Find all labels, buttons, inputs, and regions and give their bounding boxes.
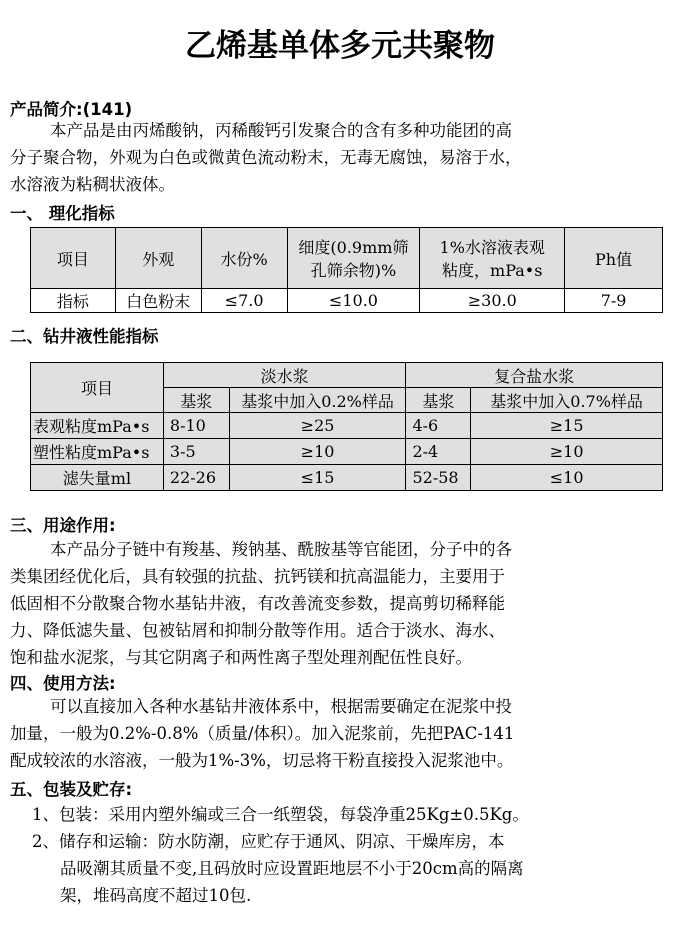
table-cell: ≤10.0 (287, 289, 420, 313)
section5-heading: 五、包装及贮存: (10, 780, 133, 799)
table-cell: 指标 (31, 289, 116, 313)
intro-line: 本产品是由丙烯酸钠，丙稀酸钙引发聚合的含有多种功能团的高 (50, 121, 512, 140)
section5-line: 1、包装：采用内塑外编或三合一纸塑袋，每袋净重25Kg±0.5Kg。 (32, 805, 529, 824)
header-moisture: 水份% (201, 228, 287, 289)
section5-line: 品吸潮其质量不变,且码放时应设置距地层不小于20cm高的隔离 (60, 859, 524, 878)
section4-line: 配成较浓的水溶液，一般为1%-3%，切忌将干粉直接投入泥浆池中。 (10, 751, 514, 770)
section3-line: 本产品分子链中有羧基、羧钠基、酰胺基等官能团，分子中的各 (50, 540, 512, 559)
table-cell: 2-4 (406, 439, 471, 465)
header-appearance: 外观 (115, 228, 201, 289)
section3-heading: 三、用途作用: (10, 516, 116, 535)
section3-line: 类集团经优化后，具有较强的抗盐、抗钙镁和抗高温能力，主要用于 (10, 567, 505, 586)
subheader-base-plus-sample: 基浆中加入0.7%样品 (471, 388, 663, 413)
section3-line: 力、降低滤失量、包被钻屑和抑制分散等作用。适合于淡水、海水、 (10, 621, 505, 640)
header-viscosity-line1: 1%水溶液表观 (439, 238, 545, 257)
header-fineness-line2: 孔筛余物)% (310, 261, 397, 280)
drilling-fluid-table (30, 362, 663, 491)
section4-line: 加量，一般为0.2%-0.8%（质量/体积）。加入泥浆前，先把PAC-141 (10, 724, 515, 743)
table-cell: 22-26 (163, 465, 229, 491)
header-fineness (287, 228, 420, 289)
subheader-base: 基浆 (406, 388, 471, 413)
physchem-table (30, 227, 663, 313)
subheader-base: 基浆 (163, 388, 229, 413)
table-cell: ≤10 (471, 465, 663, 491)
row-label: 表观粘度mPa•s (31, 413, 164, 439)
section4-line: 可以直接加入各种水基钻井液体系中，根据需要确定在泥浆中投 (50, 697, 512, 716)
section5-line: 2、储存和运输：防水防潮，应贮存于通风、阴凉、干燥库房，本 (32, 832, 505, 851)
intro-line: 分子聚合物，外观为白色或微黄色流动粉末，无毒无腐蚀，易溶于水， (10, 148, 522, 167)
header-viscosity-line2: 粘度，mPa•s (442, 261, 543, 280)
subheader-base-plus-sample: 基浆中加入0.2%样品 (229, 388, 406, 413)
table-cell: ≤15 (229, 465, 406, 491)
row-label: 塑性粘度mPa•s (31, 439, 164, 465)
row-label: 滤失量ml (31, 465, 164, 491)
section3-line: 低固相不分散聚合物水基钻井液，有改善流变参数，提高剪切稀释能 (10, 594, 505, 613)
table-cell: 3-5 (163, 439, 229, 465)
table-cell: ≥10 (229, 439, 406, 465)
header-compound-brine-mud: 复合盐水浆 (406, 363, 663, 388)
table-cell: ≥15 (471, 413, 663, 439)
table-cell: ≤7.0 (201, 289, 287, 313)
table-cell: 52-58 (406, 465, 471, 491)
header-fineness-line1: 细度(0.9mm筛 (298, 238, 409, 257)
section5-line: 架，堆码高度不超过10包. (60, 886, 252, 905)
table-cell: 白色粉末 (115, 289, 201, 313)
table-cell: 4-6 (406, 413, 471, 439)
intro-heading: 产品简介:(141) (10, 100, 133, 119)
header-fresh-water-mud: 淡水浆 (163, 363, 406, 388)
header-item: 项目 (31, 228, 116, 289)
section2-heading: 二、钻井液性能指标 (10, 327, 159, 346)
document-title: 乙烯基单体多元共聚物 (185, 28, 495, 64)
section4-heading: 四、使用方法: (10, 674, 116, 693)
table-cell: ≥10 (471, 439, 663, 465)
table-cell: ≥25 (229, 413, 406, 439)
header-item: 项目 (31, 363, 164, 413)
section3-line: 饱和盐水泥浆，与其它阴离子和两性离子型处理剂配伍性良好。 (10, 648, 472, 667)
table-cell: ≥30.0 (420, 289, 565, 313)
table-cell: 7-9 (565, 289, 663, 313)
section1-heading: 一、 理化指标 (10, 204, 115, 223)
header-ph: Ph值 (565, 228, 663, 289)
table-cell: 8-10 (163, 413, 229, 439)
header-viscosity (420, 228, 565, 289)
intro-line: 水溶液为粘稠状液体。 (10, 175, 175, 194)
